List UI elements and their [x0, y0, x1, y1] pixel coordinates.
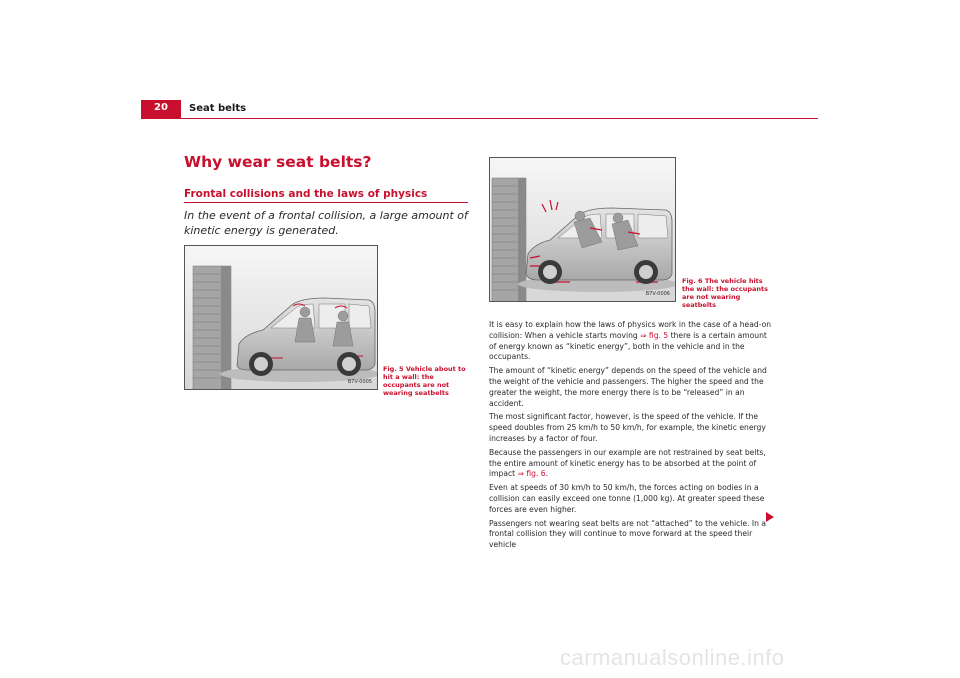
figure-5-code: B7V-0005: [347, 379, 372, 385]
paragraph-6: Passengers not wearing seat belts are not “attached” to the vehicle. In a frontal collision they will continue to move forward at the speed their vehicle: [489, 518, 767, 550]
paragraph-4-text-end: .: [545, 469, 549, 479]
paragraph-1: [489, 320, 774, 363]
watermark: carmanualsonline.info: [560, 645, 785, 670]
paragraph-1-text: It is easy to explain how the laws of physics work in the case of a head-on collision: When a vehicle starts moving: [489, 320, 772, 340]
figure-6: [489, 157, 676, 302]
paragraph-3: The most significant factor, however, is the speed of the vehicle. If the speed doubles from 25 km/h to 50 km/h, for example, the kinetic energy increases by a factor of four.: [489, 412, 766, 443]
continue-arrow-icon: [766, 512, 774, 522]
paragraph-5: Even at speeds of 30 km/h to 50 km/h, the forces acting on bodies in a collision can easily exceed one tonne (1,000 kg). At greater speed these forces are even higher.: [489, 483, 765, 514]
paragraph-2: The amount of “kinetic energy” depends on the speed of the vehicle and the weight of the vehicle and passengers. The higher the speed and the greater the weight, the more energy there is to be “released” in an accident.: [489, 366, 767, 408]
car-before-impact-illustration: [185, 246, 378, 390]
car-impact-illustration: [490, 158, 676, 302]
page-header: [141, 100, 818, 119]
section-title: Why wear seat belts?: [184, 153, 372, 171]
figure-5-caption: Fig. 5 Vehicle about to hit a wall: the occupants are not wearing seatbelts: [383, 365, 466, 397]
intro-paragraph: In the event of a frontal collision, a large amount of kinetic energy is generated.: [184, 209, 468, 237]
figure-6-reference-link[interactable]: ⇒ fig. 6: [517, 469, 546, 479]
figure-5: [184, 245, 378, 390]
body-text: [489, 320, 774, 554]
paragraph-1-text-end: there is a certain amount of energy known as “kinetic energy”, both in the vehicle and in the occupants.: [489, 330, 767, 362]
figure-6-code: B7V-0006: [645, 291, 670, 297]
chapter-title: Seat belts: [189, 103, 247, 114]
paragraph-4-text: Because the passengers in our example are not restrained by seat belts, the entire amount of kinetic energy has to be absorbed at the point of impact: [489, 447, 766, 479]
paragraph-4: [489, 448, 774, 480]
figure-6-caption: Fig. 6 The vehicle hits the wall: the occupants are not wearing seatbelts: [682, 277, 768, 309]
header-divider: [141, 118, 818, 119]
subsection-divider: [184, 202, 468, 203]
page-number-badge: [141, 100, 181, 118]
figure-5-reference-link[interactable]: ⇒ fig. 5: [640, 330, 669, 340]
page-number: 20: [154, 102, 168, 113]
subsection-title: Frontal collisions and the laws of physics: [184, 188, 428, 200]
